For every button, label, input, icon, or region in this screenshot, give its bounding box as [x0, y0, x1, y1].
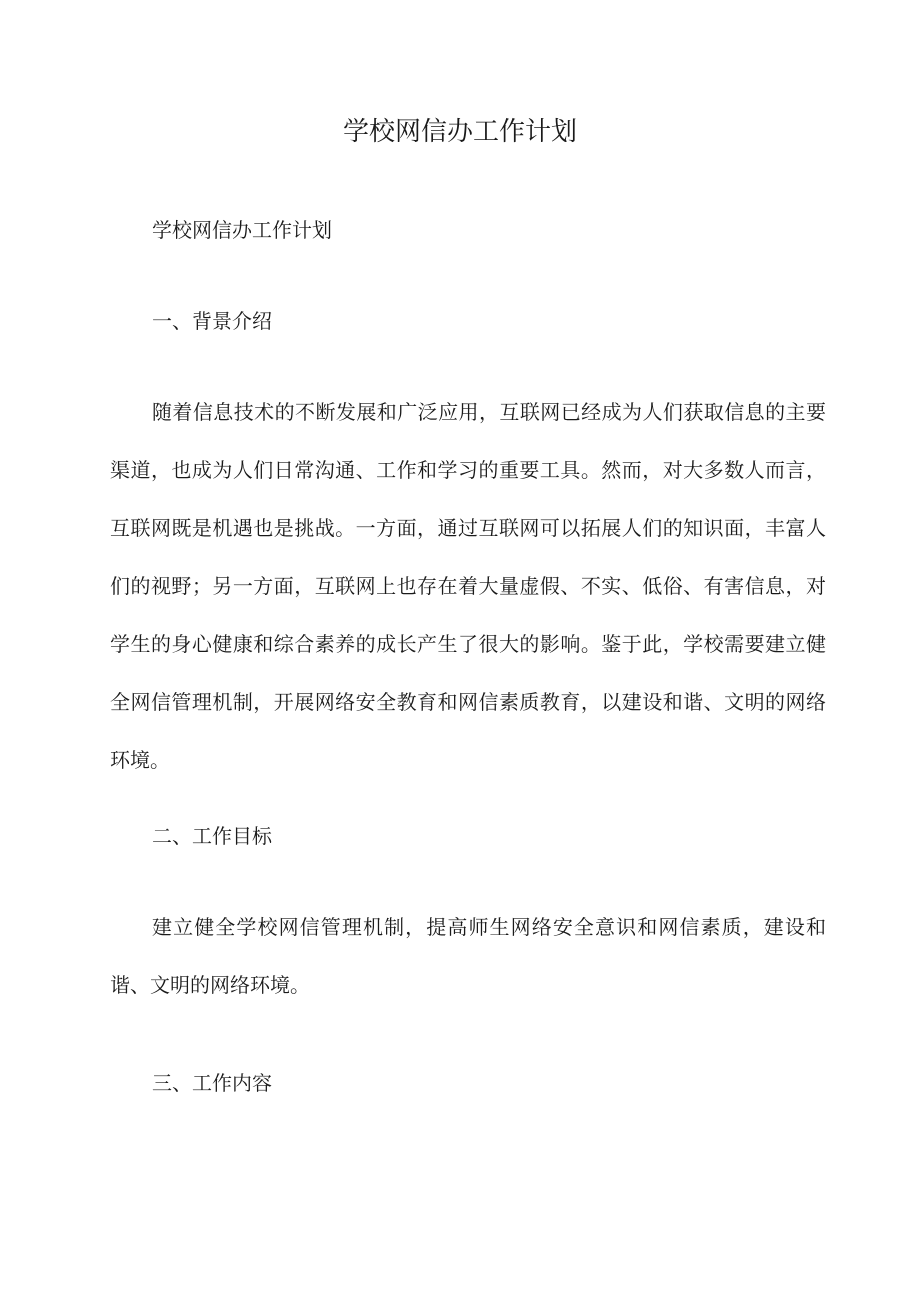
section-heading-content: 三、工作内容	[152, 1071, 272, 1095]
section-heading-background: 一、背景介绍	[152, 309, 272, 333]
section-body-goals: 建立健全学校网信管理机制，提高师生网络安全意识和网信素质，建设和谐、文明的网络环境。	[110, 915, 826, 997]
section-body-background: 随着信息技术的不断发展和广泛应用，互联网已经成为人们获取信息的主要渠道，也成为人们日常沟通、工作和学习的重要工具。然而，对大多数人而言，互联网既是机遇也是挑战。一方面，通过互联网可以拓展人们的知识面，丰富人们的视野；另一方面，互联网上也存在着大量虚假、不实、低俗、有害信息，对学生的身心健康和综合素养的成长产生了很大的影响。鉴于此，学校需要建立健全网信管理机制，开展网络安全教育和网信素质教育，以建设和谐、文明的网络环境。	[110, 400, 826, 772]
document-subtitle: 学校网信办工作计划	[152, 218, 332, 242]
section-heading-goals: 二、工作目标	[152, 824, 272, 848]
document-title: 学校网信办工作计划	[342, 117, 577, 147]
